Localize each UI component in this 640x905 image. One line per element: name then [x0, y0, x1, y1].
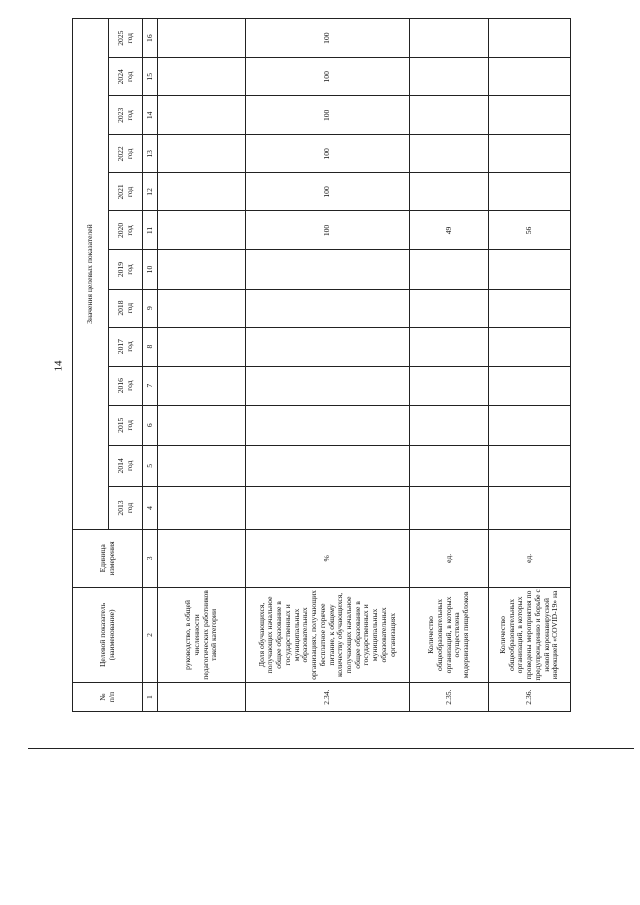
header-num: № п/п: [73, 683, 143, 712]
column-number: 13: [143, 135, 158, 173]
page-number: 14: [52, 360, 65, 372]
value-cell: [158, 405, 246, 445]
header-year: 2017 год: [109, 327, 143, 366]
header-year: 2020 год: [109, 211, 143, 250]
column-number: 3: [143, 530, 158, 588]
value-cell: [246, 289, 410, 327]
value-cell: [246, 250, 410, 289]
value-cell: 56: [489, 211, 571, 250]
header-year: 2018 год: [109, 289, 143, 327]
rotated-table-container: [72, 18, 560, 712]
header-unit: Единица измерения: [73, 530, 143, 588]
header-year: 2022 год: [109, 135, 143, 173]
column-number: 12: [143, 173, 158, 211]
header-year: 2019 год: [109, 250, 143, 289]
table-row: [158, 19, 246, 712]
value-cell: [489, 19, 571, 58]
header-year: 2023 год: [109, 96, 143, 135]
value-cell: [489, 58, 571, 96]
table-row: [489, 19, 571, 712]
page-bottom-rule: [28, 748, 634, 749]
value-cell: [246, 405, 410, 445]
column-number: 4: [143, 486, 158, 529]
value-cell: 100: [246, 19, 410, 58]
indicator-name: руководство, в общей численности педагогических работников такой категории: [158, 587, 246, 683]
row-number: 2.34.: [246, 683, 410, 712]
unit-of-measure: %: [246, 530, 410, 588]
value-cell: [410, 445, 489, 486]
unit-of-measure: ед.: [410, 530, 489, 588]
value-cell: [158, 486, 246, 529]
value-cell: [158, 19, 246, 58]
value-cell: [158, 96, 246, 135]
value-cell: [410, 327, 489, 366]
value-cell: [246, 327, 410, 366]
value-cell: [489, 173, 571, 211]
value-cell: 100: [246, 58, 410, 96]
value-cell: [489, 327, 571, 366]
value-cell: [158, 289, 246, 327]
header-year: 2021 год: [109, 173, 143, 211]
value-cell: [246, 445, 410, 486]
header-values-group: Значения целевых показателей: [73, 19, 109, 530]
value-cell: [158, 250, 246, 289]
header-year: 2025 год: [109, 19, 143, 58]
value-cell: [410, 250, 489, 289]
value-cell: [489, 366, 571, 405]
value-cell: [489, 289, 571, 327]
value-cell: [489, 250, 571, 289]
column-number: 16: [143, 19, 158, 58]
value-cell: [489, 445, 571, 486]
value-cell: [489, 96, 571, 135]
column-number: 7: [143, 366, 158, 405]
row-number: 2.36.: [489, 683, 571, 712]
column-number: 10: [143, 250, 158, 289]
column-number: 6: [143, 405, 158, 445]
unit-of-measure: ед.: [489, 530, 571, 588]
column-number: 8: [143, 327, 158, 366]
value-cell: [410, 405, 489, 445]
value-cell: [158, 366, 246, 405]
value-cell: [158, 327, 246, 366]
value-cell: [489, 405, 571, 445]
indicator-name: Количество общеобразовательных организаций, в которых осуществлена модернизация пищеблоков: [410, 587, 489, 683]
value-cell: [246, 486, 410, 529]
header-year: 2015 год: [109, 405, 143, 445]
value-cell: [410, 366, 489, 405]
value-cell: 100: [246, 96, 410, 135]
value-cell: [410, 96, 489, 135]
column-number: 11: [143, 211, 158, 250]
value-cell: [410, 289, 489, 327]
value-cell: [489, 486, 571, 529]
column-number: 14: [143, 96, 158, 135]
table-row: [410, 19, 489, 712]
value-cell: [158, 58, 246, 96]
value-cell: [158, 135, 246, 173]
unit-of-measure: [158, 530, 246, 588]
value-cell: [410, 58, 489, 96]
row-number: [158, 683, 246, 712]
header-year: 2013 год: [109, 486, 143, 529]
value-cell: 100: [246, 211, 410, 250]
column-number: 15: [143, 58, 158, 96]
value-cell: [410, 173, 489, 211]
value-cell: [158, 445, 246, 486]
column-numbers-row: [143, 19, 158, 712]
column-number: 1: [143, 683, 158, 712]
table-row: [246, 19, 410, 712]
value-cell: [410, 135, 489, 173]
indicator-name: Доля обучающихся, получающих начальное общее образование в государственных и муниципальных образовательных организациях, получающих бесплатное горячее питание, к общему количеству обучающихся, получающих начальное общее образование в государственных и муниципальных образовательных организациях: [246, 587, 410, 683]
value-cell: [410, 486, 489, 529]
value-cell: [489, 135, 571, 173]
value-cell: 100: [246, 173, 410, 211]
indicator-name: Количество общеобразовательных организаций, в которых проведены мероприятия по предупреждению и борьбе с новой коронавирусной инфекцией «COVID-19» на: [489, 587, 571, 683]
value-cell: [158, 211, 246, 250]
value-cell: [410, 19, 489, 58]
header-year: 2024 год: [109, 58, 143, 96]
indicators-table: [72, 18, 571, 712]
column-number: 5: [143, 445, 158, 486]
header-year: 2016 год: [109, 366, 143, 405]
row-number: 2.35.: [410, 683, 489, 712]
value-cell: 100: [246, 135, 410, 173]
header-indicator: Целевой показатель (наименование): [73, 587, 143, 683]
header-row-1: [73, 19, 109, 712]
value-cell: [158, 173, 246, 211]
value-cell: 49: [410, 211, 489, 250]
header-year: 2014 год: [109, 445, 143, 486]
value-cell: [246, 366, 410, 405]
column-number: 2: [143, 587, 158, 683]
column-number: 9: [143, 289, 158, 327]
